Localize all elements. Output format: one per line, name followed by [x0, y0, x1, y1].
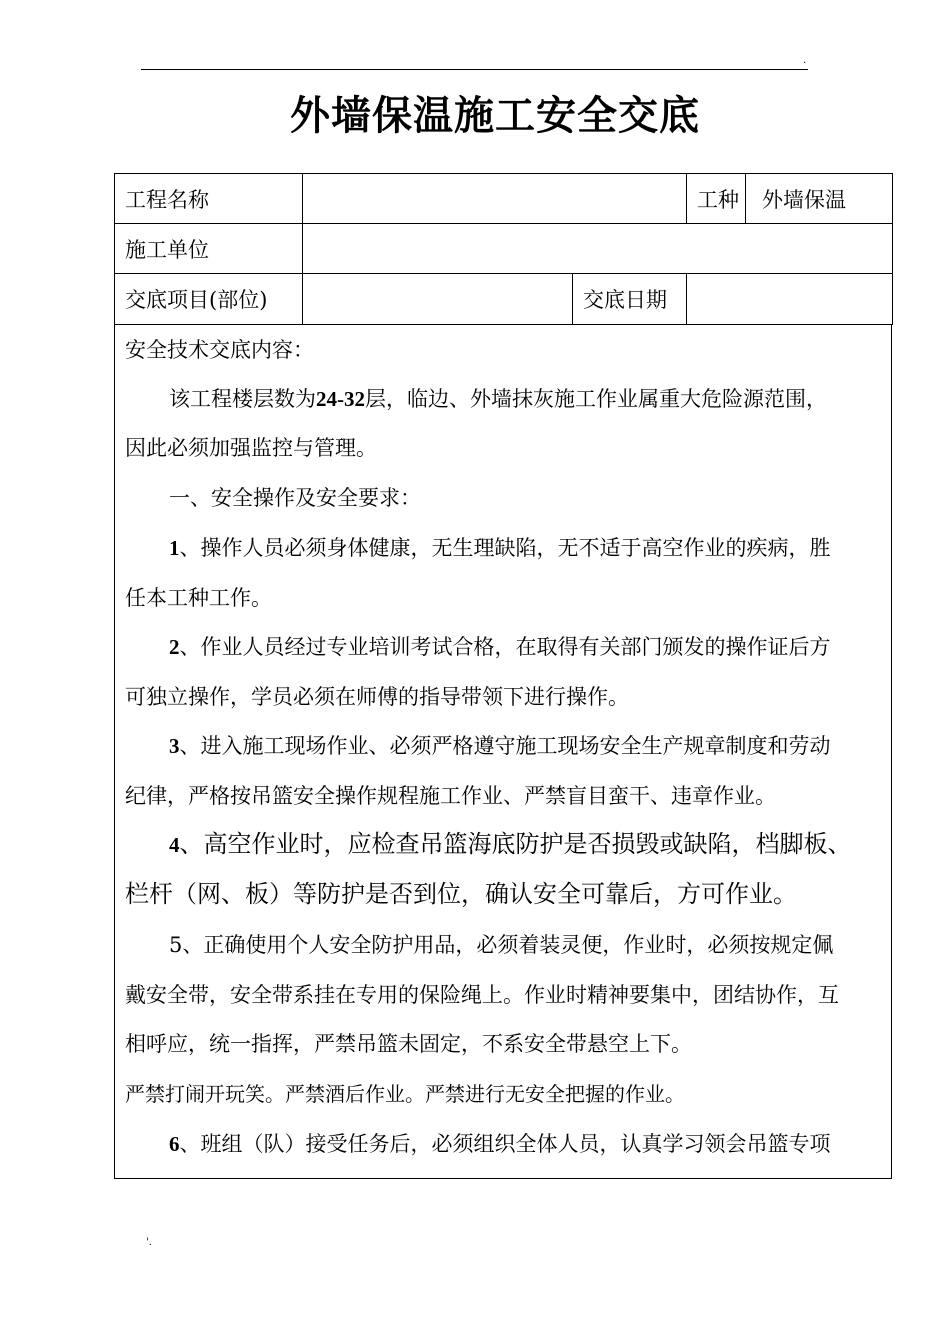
item-6-number: 6 [169, 1132, 180, 1156]
content-heading: 安全技术交底内容： [125, 338, 314, 362]
item-5-line-1: 5、正确使用个人安全防护用品，必须着装灵便，作业时，必须按规定佩 [169, 933, 834, 957]
trade-label: 工种 [687, 174, 746, 224]
floor-range: 24-32 [316, 387, 365, 411]
item-3-line-2: 纪律，严格按吊篮安全操作规程施工作业、严禁盲目蛮干、违章作业。 [125, 784, 776, 808]
date-label: 交底日期 [573, 274, 687, 325]
item-1-text: 、操作人员必须身体健康，无生理缺陷，无不适于高空作业的疾病，胜 [179, 536, 831, 560]
date-field[interactable] [687, 274, 893, 325]
item-1-number: 1 [169, 536, 180, 560]
footer-mark: '. [146, 1237, 152, 1248]
item-4-line-1 [169, 827, 852, 862]
company-field[interactable] [303, 224, 893, 274]
company-label: 施工单位 [115, 224, 303, 274]
section-heading: 一、安全操作及安全要求： [169, 486, 421, 510]
item-3-line-1 [169, 731, 831, 761]
item-2-text: 、作业人员经过专业培训考试合格，在取得有关部门颁发的操作证后方 [179, 635, 831, 659]
header-mark: . [803, 55, 807, 66]
item-4-text: 、高空作业时，应检查吊篮海底防护是否损毁或缺陷，档脚板、 [179, 830, 852, 858]
form-row-company [115, 224, 893, 274]
item-4-line-2: 栏杆（网、板）等防护是否到位，确认安全可靠后，方可作业。 [125, 880, 797, 908]
item-4-number: 4 [169, 833, 180, 857]
item-2-line-2: 可独立操作，学员必须在师傅的指导带领下进行操作。 [125, 685, 629, 709]
item-3-text: 、进入施工现场作业、必须严格遵守施工现场安全生产规章制度和劳动 [179, 734, 831, 758]
document-title: 外墙保温施工安全交底 [290, 92, 700, 139]
intro-line-1 [169, 384, 827, 414]
item-3-number: 3 [169, 734, 180, 758]
item-1-line-2: 任本工种工作。 [125, 586, 272, 610]
intro-line-2: 因此必须加强监控与管理。 [125, 436, 377, 460]
form-table [114, 173, 893, 325]
trade-value[interactable]: 外墙保温 [746, 174, 893, 224]
form-row-item [115, 274, 893, 325]
intro-text-b: 层，临边、外墙抹灰施工作业属重大危险源范围， [365, 387, 827, 411]
item-5-line-2: 戴安全带，安全带系挂在专用的保险绳上。作业时精神要集中，团结协作，互 [125, 983, 839, 1007]
item-6-text: 、班组（队）接受任务后，必须组织全体人员，认真学习领会吊篮专项 [179, 1132, 831, 1156]
form-row-project [115, 174, 893, 224]
intro-text-a: 该工程楼层数为 [169, 387, 316, 411]
item-5-line-4: 严禁打闹开玩笑。严禁酒后作业。严禁进行无安全把握的作业。 [125, 1082, 685, 1106]
project-name-field[interactable] [303, 174, 687, 224]
item-6-line-1 [169, 1129, 831, 1159]
item-field[interactable] [303, 274, 573, 325]
item-1-line-1 [169, 533, 831, 563]
item-2-line-1 [169, 632, 831, 662]
content-cell [114, 325, 892, 1179]
item-2-number: 2 [169, 635, 180, 659]
item-5-line-3: 相呼应，统一指挥，严禁吊篮未固定，不系安全带悬空上下。 [125, 1032, 692, 1056]
header-rule [141, 69, 808, 70]
item-label: 交底项目(部位) [115, 274, 303, 325]
project-name-label: 工程名称 [115, 174, 303, 224]
